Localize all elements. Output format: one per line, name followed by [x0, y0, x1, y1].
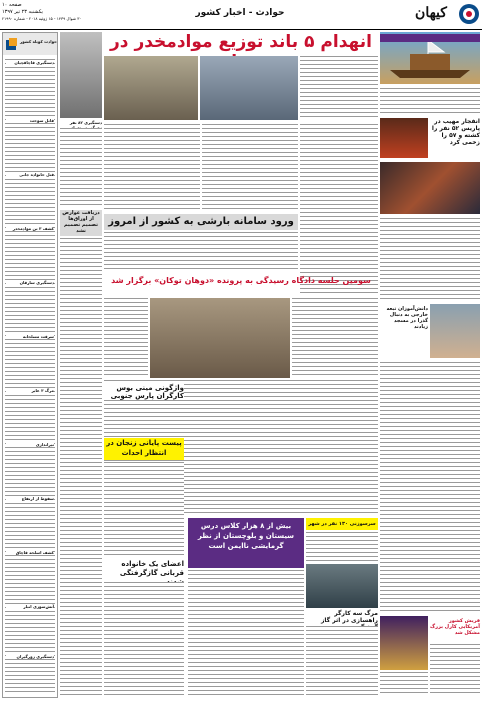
- sidebar-title: حوادث کوتاه کشور: [19, 39, 57, 44]
- sidebar-item-7: مرگ ۳ عابر: [6, 388, 54, 393]
- middle-upper-text: [60, 128, 102, 208]
- gas-headline: مرگ سه کارگر راهسازی در اثر گاز: [320, 610, 378, 624]
- ad-text: [380, 88, 480, 114]
- children-photo: [430, 304, 480, 358]
- left-text-4: [430, 644, 480, 696]
- sidebar-item-11: آتش‌سوزی انبار: [6, 604, 54, 609]
- ad-banner: [380, 34, 480, 42]
- court-text-1: [292, 298, 378, 378]
- fire-photo: [380, 162, 480, 214]
- page-number: صفحه ۱۰: [2, 2, 22, 8]
- section-title: حوادث - اخبار کشور: [195, 8, 285, 18]
- schools-text: [188, 570, 304, 698]
- minibus-headline: واژگونی مینی بوس کارگران پارس جنوبی: [104, 384, 184, 400]
- sidebar-item-5: دستگیری سارقان: [6, 280, 54, 285]
- sidebar-header: [3, 33, 57, 55]
- sidebar-text: [5, 59, 55, 695]
- sidebar-item-4: کشف ۳ تن موادمخدر: [6, 226, 54, 231]
- court-text-2: [104, 298, 148, 378]
- sidebar-item-8: تیراندازی: [6, 442, 54, 447]
- main-text-2: [202, 124, 298, 212]
- left-mid-headline: دانش‌آموزان تبعه خارجی به دنبال گذرا در مسجد زیادند: [386, 306, 428, 330]
- gas-photo: [306, 564, 378, 608]
- left-bottom-headline: فریش کشور آمریکایی کارل بزرگ مشکل شد: [430, 618, 480, 636]
- sidebar-item-2: قاتل سوخت: [6, 118, 54, 123]
- main-text-3: [104, 124, 200, 212]
- gas-text: [306, 626, 378, 698]
- shahrekord-headline: سرسوزنی ۱۳۰ نفر در شهر: [306, 518, 378, 530]
- left-text-3: [380, 362, 480, 612]
- left-text-2: [380, 218, 480, 300]
- drug-photo-2: [200, 56, 298, 120]
- logo-text: کیهان: [415, 5, 447, 21]
- cube-icon: [5, 37, 19, 51]
- left-column: [380, 32, 480, 699]
- left-text-5: [380, 672, 428, 696]
- left-bottom-photo: [380, 616, 428, 670]
- sidebar-item-10: کشف اسلحه قاچاق: [6, 550, 54, 555]
- issue-date: یکشنبه ۲۳ تیر ۱۳۹۷: [2, 9, 43, 15]
- left-lead-headline: انفجار مهیب در پاریس ۵۲ نفر را کشته و ۵۷ را زخمی کرد: [431, 118, 480, 146]
- logo: [405, 1, 481, 28]
- main-lead-text: [300, 56, 378, 120]
- tolls-headline: دریافت عوارض از اوراق‌ها تصمیم تصمیم نشد: [60, 210, 102, 236]
- middle-text: [60, 238, 102, 698]
- issue-info: ۳۰ شوال ۱۴۳۹ - ۱۵ ژوئیه ۲۰۱۸ - شماره ۲۱۹۹۰: [2, 16, 82, 21]
- sidebar-item-9: سقوط از ارتفاع: [6, 496, 54, 501]
- sidebar-item-12: دستگیری زورگیران: [6, 654, 54, 659]
- shahrekord-text: [306, 532, 378, 562]
- middle-column: [60, 210, 102, 698]
- zorgir-headline: دستگیری ۸۲ نفر: [60, 120, 102, 130]
- family-headline: اعضای یک خانواده قربانی گازگرفتگی: [119, 560, 184, 577]
- ad-image: [380, 32, 480, 84]
- zanjan-headline: پیست پایانی زنجان در انتظار احداث: [104, 438, 184, 460]
- sidebar-item-1: دستگیری قاچاقچیان: [6, 60, 54, 65]
- masthead: [0, 0, 482, 30]
- middle-upper-photo: [60, 32, 102, 118]
- weather-text: [104, 232, 298, 272]
- zanjan-text: [104, 462, 184, 558]
- court-headline: سومین جلسه دادگاه رسیدگی به پرونده «دوهان توکان» برگزار شد: [111, 276, 371, 285]
- minibus-text: [104, 412, 184, 434]
- sidebar-item-3: قتل خانواده جانی: [6, 172, 54, 177]
- court-photo: [150, 298, 290, 378]
- weather-headline: ورود سامانه بارشی به کشور از امروز: [104, 214, 298, 230]
- drug-photo-1: [104, 56, 198, 120]
- family-text: [104, 582, 184, 698]
- main-headline: انهدام ۵ باند توزیع موادمخدر در: [110, 32, 372, 52]
- paris-photo: [380, 118, 428, 158]
- schools-headline: بیش از ۸ هزار کلاس درس سیستان و بلوچستان از نظر گرمایشی ناایمن است: [188, 518, 304, 568]
- sidebar: [2, 32, 58, 698]
- main-text-1: [300, 124, 378, 254]
- sidebar-item-6: سرقت مسلحانه: [6, 334, 54, 339]
